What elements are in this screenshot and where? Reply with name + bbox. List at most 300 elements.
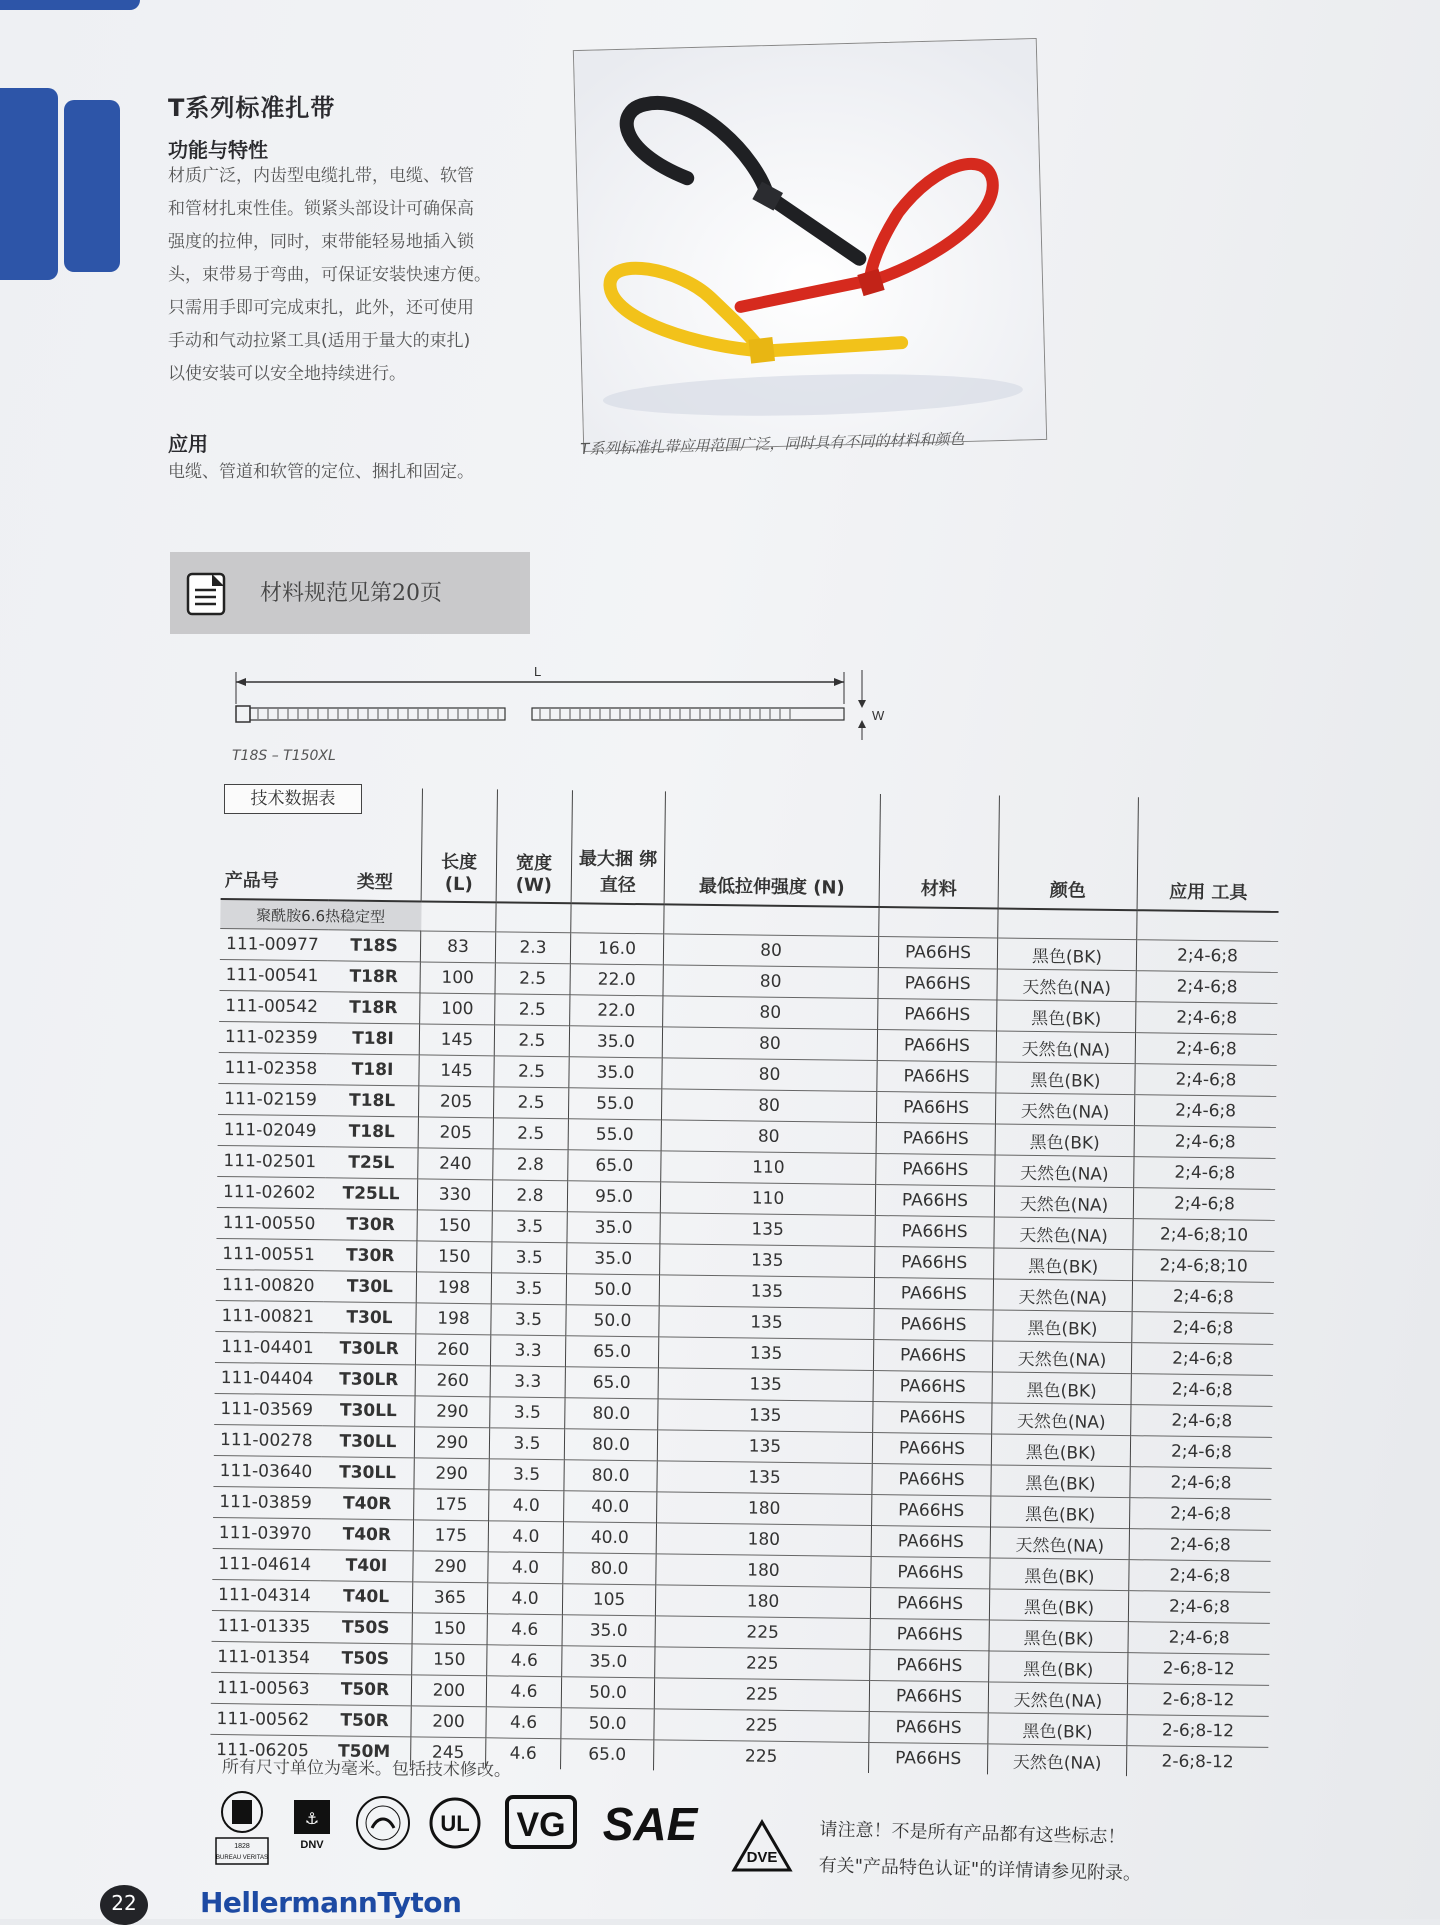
cell-type: T18I [326, 1054, 419, 1086]
svg-text:⚓: ⚓ [304, 1809, 320, 1828]
cell-max-bundle: 80.0 [564, 1460, 657, 1492]
cell-width: 3.3 [490, 1366, 565, 1398]
cell-length: 290 [413, 1551, 488, 1583]
cell-color: 天然色(NA) [996, 1031, 1135, 1064]
cell-max-bundle: 35.0 [567, 1243, 660, 1275]
notice-line: 有关"产品特色认证"的详情请参见附录。 [818, 1854, 1142, 1885]
cell-type: T30LR [323, 1333, 416, 1365]
cell-material: PA66HS [871, 1556, 990, 1588]
cell-type: T18L [326, 1085, 419, 1117]
material-spec-label: 材料规范见第20页 [260, 581, 442, 606]
cell-width: 2.3 [495, 932, 570, 964]
cell-width: 2.5 [495, 994, 570, 1026]
cell-width: 4.0 [487, 1583, 562, 1615]
cell-tool: 2;4-6;8 [1132, 1312, 1274, 1345]
notice-line: 请注意！不是所有产品都有这些标志！ [819, 1818, 1126, 1849]
cell-type: T50R [318, 1705, 411, 1737]
cell-type: T30LL [322, 1395, 415, 1427]
cell-type: T25L [325, 1147, 418, 1179]
cell-tool: 2;4-6;8;10 [1133, 1250, 1275, 1283]
germanischer-lloyd-logo [354, 1794, 412, 1852]
cell-max-bundle: 80.0 [565, 1398, 658, 1430]
cell-material: PA66HS [874, 1278, 993, 1310]
cell-type: T30L [324, 1271, 417, 1303]
brand-part-1: Hellermann [200, 1886, 378, 1919]
cell-material: PA66HS [872, 1432, 991, 1464]
cell-length: 100 [420, 962, 495, 994]
features-line: 强度的拉伸，同时，束带能轻易地插入锁 [168, 232, 474, 252]
features-line: 材质广泛，内齿型电缆扎带，电缆、软管 [168, 166, 474, 186]
cell-color: 天然色(NA) [994, 1186, 1133, 1219]
cell-tool: 2-6;8-12 [1127, 1715, 1269, 1748]
cell-part-no: 111-00542 [219, 990, 327, 1022]
cell-color: 天然色(NA) [990, 1527, 1129, 1560]
cell-material: PA66HS [871, 1525, 990, 1557]
cell-material: PA66HS [873, 1371, 992, 1403]
cell-width: 4.6 [486, 1707, 561, 1739]
cell-tool: 2;4-6;8 [1129, 1560, 1271, 1593]
cell-material: PA66HS [870, 1587, 989, 1619]
svg-text:BUREAU VERITAS: BUREAU VERITAS [216, 1855, 268, 1861]
cell-max-bundle: 50.0 [561, 1677, 654, 1709]
cell-type: T18R [327, 961, 420, 993]
cell-color: 天然色(NA) [995, 1155, 1134, 1188]
cell-length: 205 [418, 1086, 493, 1118]
cell-color: 天然色(NA) [997, 969, 1136, 1002]
cell-color: 黑色(BK) [991, 1465, 1130, 1498]
cell-tensile: 135 [660, 1213, 875, 1247]
cell-color: 天然色(NA) [992, 1341, 1131, 1374]
cell-length: 200 [411, 1706, 486, 1738]
cell-color: 黑色(BK) [990, 1558, 1129, 1591]
cell-type: T40R [321, 1519, 414, 1551]
cell-max-bundle: 65.0 [568, 1150, 661, 1182]
features-line: 和管材扎束性佳。锁紧头部设计可确保高 [168, 199, 474, 219]
brand-logo [200, 1886, 461, 1919]
cell-type: T30R [324, 1240, 417, 1272]
cell-material: PA66HS [873, 1401, 992, 1433]
svg-text:DNV: DNV [300, 1839, 324, 1851]
cell-color: 黑色(BK) [995, 1124, 1134, 1157]
application-line: 电缆、管道和软管的定位、捆扎和固定。 [168, 462, 474, 482]
cell-length: 260 [415, 1334, 490, 1366]
cell-part-no: 111-03640 [213, 1455, 321, 1487]
cell-tensile: 180 [656, 1554, 871, 1588]
cell-type: T40I [320, 1550, 413, 1582]
table-header-row [221, 786, 1280, 912]
cell-part-no: 111-01354 [211, 1641, 319, 1673]
cell-part-no: 111-00562 [210, 1703, 318, 1735]
cell-length: 290 [414, 1427, 489, 1459]
cell-part-no: 111-00550 [216, 1207, 324, 1239]
blue-tab-right [64, 100, 120, 272]
cell-width: 2.5 [493, 1118, 568, 1150]
cell-tensile: 135 [658, 1337, 873, 1371]
cell-length: 175 [414, 1489, 489, 1521]
svg-text:UL: UL [440, 1811, 470, 1836]
cell-tool: 2;4-6;8 [1131, 1343, 1273, 1376]
cell-length: 150 [412, 1644, 487, 1676]
cell-part-no: 111-03569 [214, 1393, 322, 1425]
cell-color: 天然色(NA) [992, 1403, 1131, 1436]
cell-color: 黑色(BK) [989, 1651, 1128, 1684]
cell-type: T30L [323, 1302, 416, 1334]
cell-length: 245 [411, 1737, 486, 1768]
cell-width: 2.5 [495, 963, 570, 995]
cell-max-bundle: 35.0 [567, 1212, 660, 1244]
cell-width: 4.0 [489, 1490, 564, 1522]
cell-material: PA66HS [870, 1649, 989, 1681]
cell-max-bundle: 22.0 [570, 995, 663, 1027]
cell-part-no: 111-00563 [211, 1672, 319, 1704]
svg-text:1828: 1828 [234, 1843, 250, 1850]
cell-part-no: 111-02359 [219, 1021, 327, 1053]
cell-part-no: 111-00541 [220, 959, 328, 991]
cell-width: 2.5 [494, 1025, 569, 1057]
cell-width: 2.5 [494, 1056, 569, 1088]
cell-type: T30LR [323, 1364, 416, 1396]
cell-width: 3.3 [490, 1335, 565, 1367]
features-heading: 功能与特性 [168, 138, 268, 162]
cell-tensile: 80 [662, 1027, 877, 1061]
table-body [210, 899, 1279, 1778]
cell-tensile: 225 [654, 1740, 869, 1773]
cell-part-no: 111-02358 [218, 1052, 326, 1084]
range-label: T18S – T150XL [232, 748, 336, 764]
cell-material: PA66HS [877, 1030, 996, 1062]
cell-length: 145 [419, 1055, 494, 1087]
cell-length: 365 [412, 1582, 487, 1614]
cell-part-no: 111-04614 [212, 1548, 320, 1580]
header-width: 宽度 (W) [496, 789, 572, 903]
cell-color: 黑色(BK) [996, 1062, 1135, 1095]
cell-length: 150 [417, 1210, 492, 1242]
cell-part-no: 111-02602 [217, 1176, 325, 1208]
cell-color: 黑色(BK) [988, 1713, 1127, 1746]
cell-max-bundle: 35.0 [562, 1615, 655, 1647]
cell-tool: 2;4-6;8 [1129, 1529, 1271, 1562]
cell-max-bundle: 40.0 [564, 1491, 657, 1523]
header-material: 材料 [879, 794, 999, 908]
cell-length: 290 [415, 1396, 490, 1428]
header-type: 类型 [329, 787, 423, 901]
cable-tie-dimension-diagram [228, 664, 888, 744]
cell-material: PA66HS [870, 1618, 989, 1650]
cell-length: 330 [417, 1179, 492, 1211]
sae-logo [598, 1794, 708, 1850]
cell-part-no: 111-01335 [212, 1610, 320, 1642]
cell-color: 黑色(BK) [992, 1372, 1131, 1405]
cell-tensile: 135 [658, 1368, 873, 1402]
cell-width: 3.5 [489, 1459, 564, 1491]
features-paragraph [168, 160, 491, 391]
cell-length: 100 [420, 993, 495, 1025]
cell-tensile: 135 [658, 1399, 873, 1433]
cell-max-bundle: 22.0 [570, 964, 663, 996]
header-part-no: 产品号 [221, 786, 330, 900]
technical-data-table-wrapper [210, 786, 1292, 1778]
cell-max-bundle: 16.0 [570, 933, 663, 965]
header-max-bundle: 最大捆 绑直径 [571, 790, 665, 904]
cell-length: 150 [417, 1241, 492, 1273]
cell-material: PA66HS [872, 1463, 991, 1495]
cell-part-no: 111-03970 [213, 1517, 321, 1549]
cell-type: T40L [320, 1581, 413, 1613]
cell-part-no: 111-02501 [217, 1145, 325, 1177]
cell-width: 4.0 [488, 1521, 563, 1553]
cell-part-no: 111-00278 [214, 1424, 322, 1456]
cell-tool: 2;4-6;8 [1136, 1002, 1278, 1035]
cell-tool: 2;4-6;8 [1129, 1498, 1271, 1531]
cell-max-bundle: 65.0 [565, 1367, 658, 1399]
cell-material: PA66HS [873, 1340, 992, 1372]
cell-color: 天然色(NA) [995, 1093, 1134, 1126]
cell-tool: 2;4-6;8 [1136, 971, 1278, 1004]
cell-tensile: 135 [660, 1244, 875, 1278]
features-line: 以使安装可以安全地持续进行。 [168, 364, 406, 384]
cell-tensile: 110 [660, 1182, 875, 1216]
blue-tab-top [0, 0, 140, 10]
cell-tool: 2-6;8-12 [1128, 1653, 1270, 1686]
cell-length: 290 [414, 1458, 489, 1490]
cell-width: 2.5 [493, 1087, 568, 1119]
cell-material: PA66HS [876, 1154, 995, 1186]
cell-material: PA66HS [869, 1680, 988, 1712]
cell-part-no: 111-00551 [216, 1238, 324, 1270]
cell-max-bundle: 95.0 [567, 1181, 660, 1213]
cell-tool: 2;4-6;8 [1131, 1405, 1273, 1438]
cell-max-bundle: 55.0 [568, 1088, 661, 1120]
cell-tool: 2;4-6;8 [1135, 1064, 1277, 1097]
cell-part-no: 111-03859 [213, 1486, 321, 1518]
cell-material: PA66HS [876, 1123, 995, 1155]
cell-tensile: 225 [654, 1678, 869, 1712]
cell-tool: 2-6;8-12 [1127, 1684, 1269, 1717]
cell-tool: 2;4-6;8 [1134, 1095, 1276, 1128]
cell-part-no: 111-00820 [216, 1269, 324, 1301]
cell-max-bundle: 80.0 [564, 1429, 657, 1461]
cell-tool: 2;4-6;8;10 [1133, 1219, 1275, 1252]
header-tensile: 最低拉伸强度 (N) [664, 791, 880, 907]
cell-tensile: 225 [655, 1616, 870, 1650]
page-number: 22 [100, 1885, 148, 1925]
cell-width: 4.6 [487, 1614, 562, 1646]
cell-tool: 2;4-6;8 [1132, 1281, 1274, 1314]
cell-tensile: 135 [659, 1306, 874, 1340]
cell-tensile: 80 [661, 1089, 876, 1123]
cell-tensile: 110 [661, 1151, 876, 1185]
cell-length: 260 [415, 1365, 490, 1397]
cell-color: 黑色(BK) [991, 1496, 1130, 1529]
cell-tensile: 180 [655, 1585, 870, 1619]
cell-color: 黑色(BK) [994, 1248, 1133, 1281]
cell-length: 198 [416, 1303, 491, 1335]
cell-type: T50S [320, 1612, 413, 1644]
cell-part-no: 111-04401 [215, 1331, 323, 1363]
cell-material: PA66HS [877, 1061, 996, 1093]
cell-width: 3.5 [492, 1242, 567, 1274]
cell-type: T30LL [321, 1457, 414, 1489]
cell-width: 4.6 [486, 1676, 561, 1708]
cell-max-bundle: 105 [562, 1584, 655, 1616]
cell-part-no: 111-02159 [218, 1083, 326, 1115]
width-label: W [872, 708, 885, 723]
cell-color: 黑色(BK) [989, 1620, 1128, 1653]
technical-data-label: 技术数据表 [224, 784, 362, 814]
cell-part-no: 111-04404 [215, 1362, 323, 1394]
cell-max-bundle: 50.0 [566, 1305, 659, 1337]
header-tool: 应用 工具 [1137, 797, 1280, 912]
header-color: 颜色 [998, 795, 1138, 910]
cell-length: 150 [412, 1613, 487, 1645]
application-text [168, 456, 474, 489]
cell-type: T50R [319, 1674, 412, 1706]
cell-width: 3.5 [491, 1304, 566, 1336]
cell-max-bundle: 80.0 [563, 1553, 656, 1585]
cell-type: T18L [326, 1116, 419, 1148]
cell-tool: 2;4-6;8 [1136, 940, 1278, 973]
cell-color: 天然色(NA) [988, 1682, 1127, 1715]
cell-part-no: 111-00821 [215, 1300, 323, 1332]
cell-tool: 2-6;8-12 [1126, 1746, 1268, 1778]
cell-tool: 2;4-6;8 [1133, 1188, 1275, 1221]
cell-type: T30R [324, 1209, 417, 1241]
svg-text:SAE: SAE [602, 1798, 698, 1850]
cell-tool: 2;4-6;8 [1128, 1591, 1270, 1624]
cell-length: 200 [411, 1675, 486, 1707]
certification-logos [208, 1780, 728, 1860]
vg-logo [504, 1794, 578, 1850]
cell-type: T18R [327, 992, 420, 1024]
cell-tool: 2;4-6;8 [1134, 1126, 1276, 1159]
cell-tensile: 80 [662, 1058, 877, 1092]
features-line: 头，束带易于弯曲，可保证安装快速方便。 [168, 265, 491, 285]
cell-length: 198 [416, 1272, 491, 1304]
document-icon [186, 572, 226, 616]
cell-type: T50M [318, 1736, 411, 1768]
cell-color: 黑色(BK) [997, 938, 1136, 971]
cell-width: 4.6 [487, 1645, 562, 1677]
cell-length: 240 [418, 1148, 493, 1180]
ul-logo [428, 1796, 482, 1850]
cell-part-no: 111-02049 [218, 1114, 326, 1146]
cell-tensile: 180 [657, 1492, 872, 1526]
certification-notice [818, 1812, 1142, 1892]
cell-width: 4.6 [486, 1738, 561, 1769]
cell-max-bundle: 50.0 [561, 1708, 654, 1740]
cell-part-no: 111-00977 [220, 928, 328, 960]
cell-tensile: 180 [656, 1523, 871, 1557]
cell-width: 3.5 [489, 1428, 564, 1460]
cell-max-bundle: 50.0 [566, 1274, 659, 1306]
brand-part-2: Tyton [377, 1886, 462, 1919]
cell-material: PA66HS [874, 1309, 993, 1341]
group-label: 聚酰胺6.6热稳定型 [220, 899, 421, 931]
section-title: T系列标准扎带 [168, 94, 336, 122]
cell-width: 2.8 [493, 1149, 568, 1181]
blue-tab-left [0, 88, 58, 280]
cell-max-bundle: 35.0 [569, 1057, 662, 1089]
cell-width: 3.5 [491, 1273, 566, 1305]
cell-material: PA66HS [875, 1247, 994, 1279]
cell-length: 145 [419, 1024, 494, 1056]
cell-part-no: 111-06205 [210, 1734, 318, 1766]
cell-color: 黑色(BK) [991, 1434, 1130, 1467]
dnv-logo [290, 1798, 334, 1852]
cell-tool: 2;4-6;8 [1130, 1467, 1272, 1500]
cell-material: PA66HS [869, 1711, 988, 1743]
features-line: 只需用手即可完成束扎，此外，还可使用 [168, 298, 474, 318]
cell-length: 83 [420, 931, 495, 963]
cell-max-bundle: 40.0 [563, 1522, 656, 1554]
cell-width: 3.5 [492, 1211, 567, 1243]
cell-tensile: 80 [663, 934, 878, 968]
cell-material: PA66HS [878, 968, 997, 1000]
cell-max-bundle: 35.0 [569, 1026, 662, 1058]
cell-material: PA66HS [878, 999, 997, 1031]
cell-material: PA66HS [878, 937, 997, 969]
cell-max-bundle: 65.0 [561, 1739, 654, 1771]
cell-length: 205 [418, 1117, 493, 1149]
cell-type: T18S [328, 930, 421, 962]
cell-material: PA66HS [876, 1092, 995, 1124]
bureau-veritas-logo [212, 1788, 272, 1868]
cell-color: 天然色(NA) [994, 1217, 1133, 1250]
material-spec-link[interactable] [170, 552, 530, 634]
cell-color: 黑色(BK) [993, 1310, 1132, 1343]
cell-tool: 2;4-6;8 [1135, 1033, 1277, 1066]
cell-tensile: 225 [654, 1709, 869, 1743]
length-label: L [534, 664, 542, 679]
table-footnote: 所有尺寸单位为毫米。包括技术修改。 [221, 1757, 512, 1781]
cell-length: 175 [413, 1520, 488, 1552]
cell-tensile: 80 [663, 965, 878, 999]
cell-max-bundle: 55.0 [568, 1119, 661, 1151]
cell-tensile: 225 [655, 1647, 870, 1681]
cell-material: PA66HS [875, 1185, 994, 1217]
cell-material: PA66HS [872, 1494, 991, 1526]
svg-text:DVE: DVE [746, 1849, 778, 1866]
cell-type: T18I [327, 1023, 420, 1055]
cable-ties-illustration [574, 39, 1046, 451]
cell-material: PA66HS [875, 1216, 994, 1248]
cell-width: 3.5 [490, 1397, 565, 1429]
cell-max-bundle: 65.0 [565, 1336, 658, 1368]
svg-text:VG: VG [516, 1806, 566, 1844]
cell-tensile: 135 [657, 1430, 872, 1464]
cell-color: 天然色(NA) [993, 1279, 1132, 1312]
cell-width: 2.8 [492, 1180, 567, 1212]
photo-caption: T系列标准扎带应用范围广泛，同时具有不同的材料和颜色 [580, 429, 965, 458]
cell-max-bundle: 35.0 [562, 1646, 655, 1678]
cell-type: T30LL [322, 1426, 415, 1458]
cell-type: T40R [321, 1488, 414, 1520]
cell-color: 黑色(BK) [997, 1000, 1136, 1033]
cell-type: T25LL [325, 1178, 418, 1210]
cell-type: T50S [319, 1643, 412, 1675]
technical-data-table [210, 786, 1280, 1778]
cell-width: 4.0 [488, 1552, 563, 1584]
product-photo [573, 38, 1047, 452]
vde-logo [730, 1818, 794, 1874]
cell-tensile: 135 [659, 1275, 874, 1309]
cell-tool: 2;4-6;8 [1128, 1622, 1270, 1655]
cell-tool: 2;4-6;8 [1130, 1436, 1272, 1469]
header-length: 长度 (L) [421, 788, 497, 902]
cell-color: 黑色(BK) [989, 1589, 1128, 1622]
cell-tensile: 135 [657, 1461, 872, 1495]
cell-tensile: 80 [661, 1120, 876, 1154]
